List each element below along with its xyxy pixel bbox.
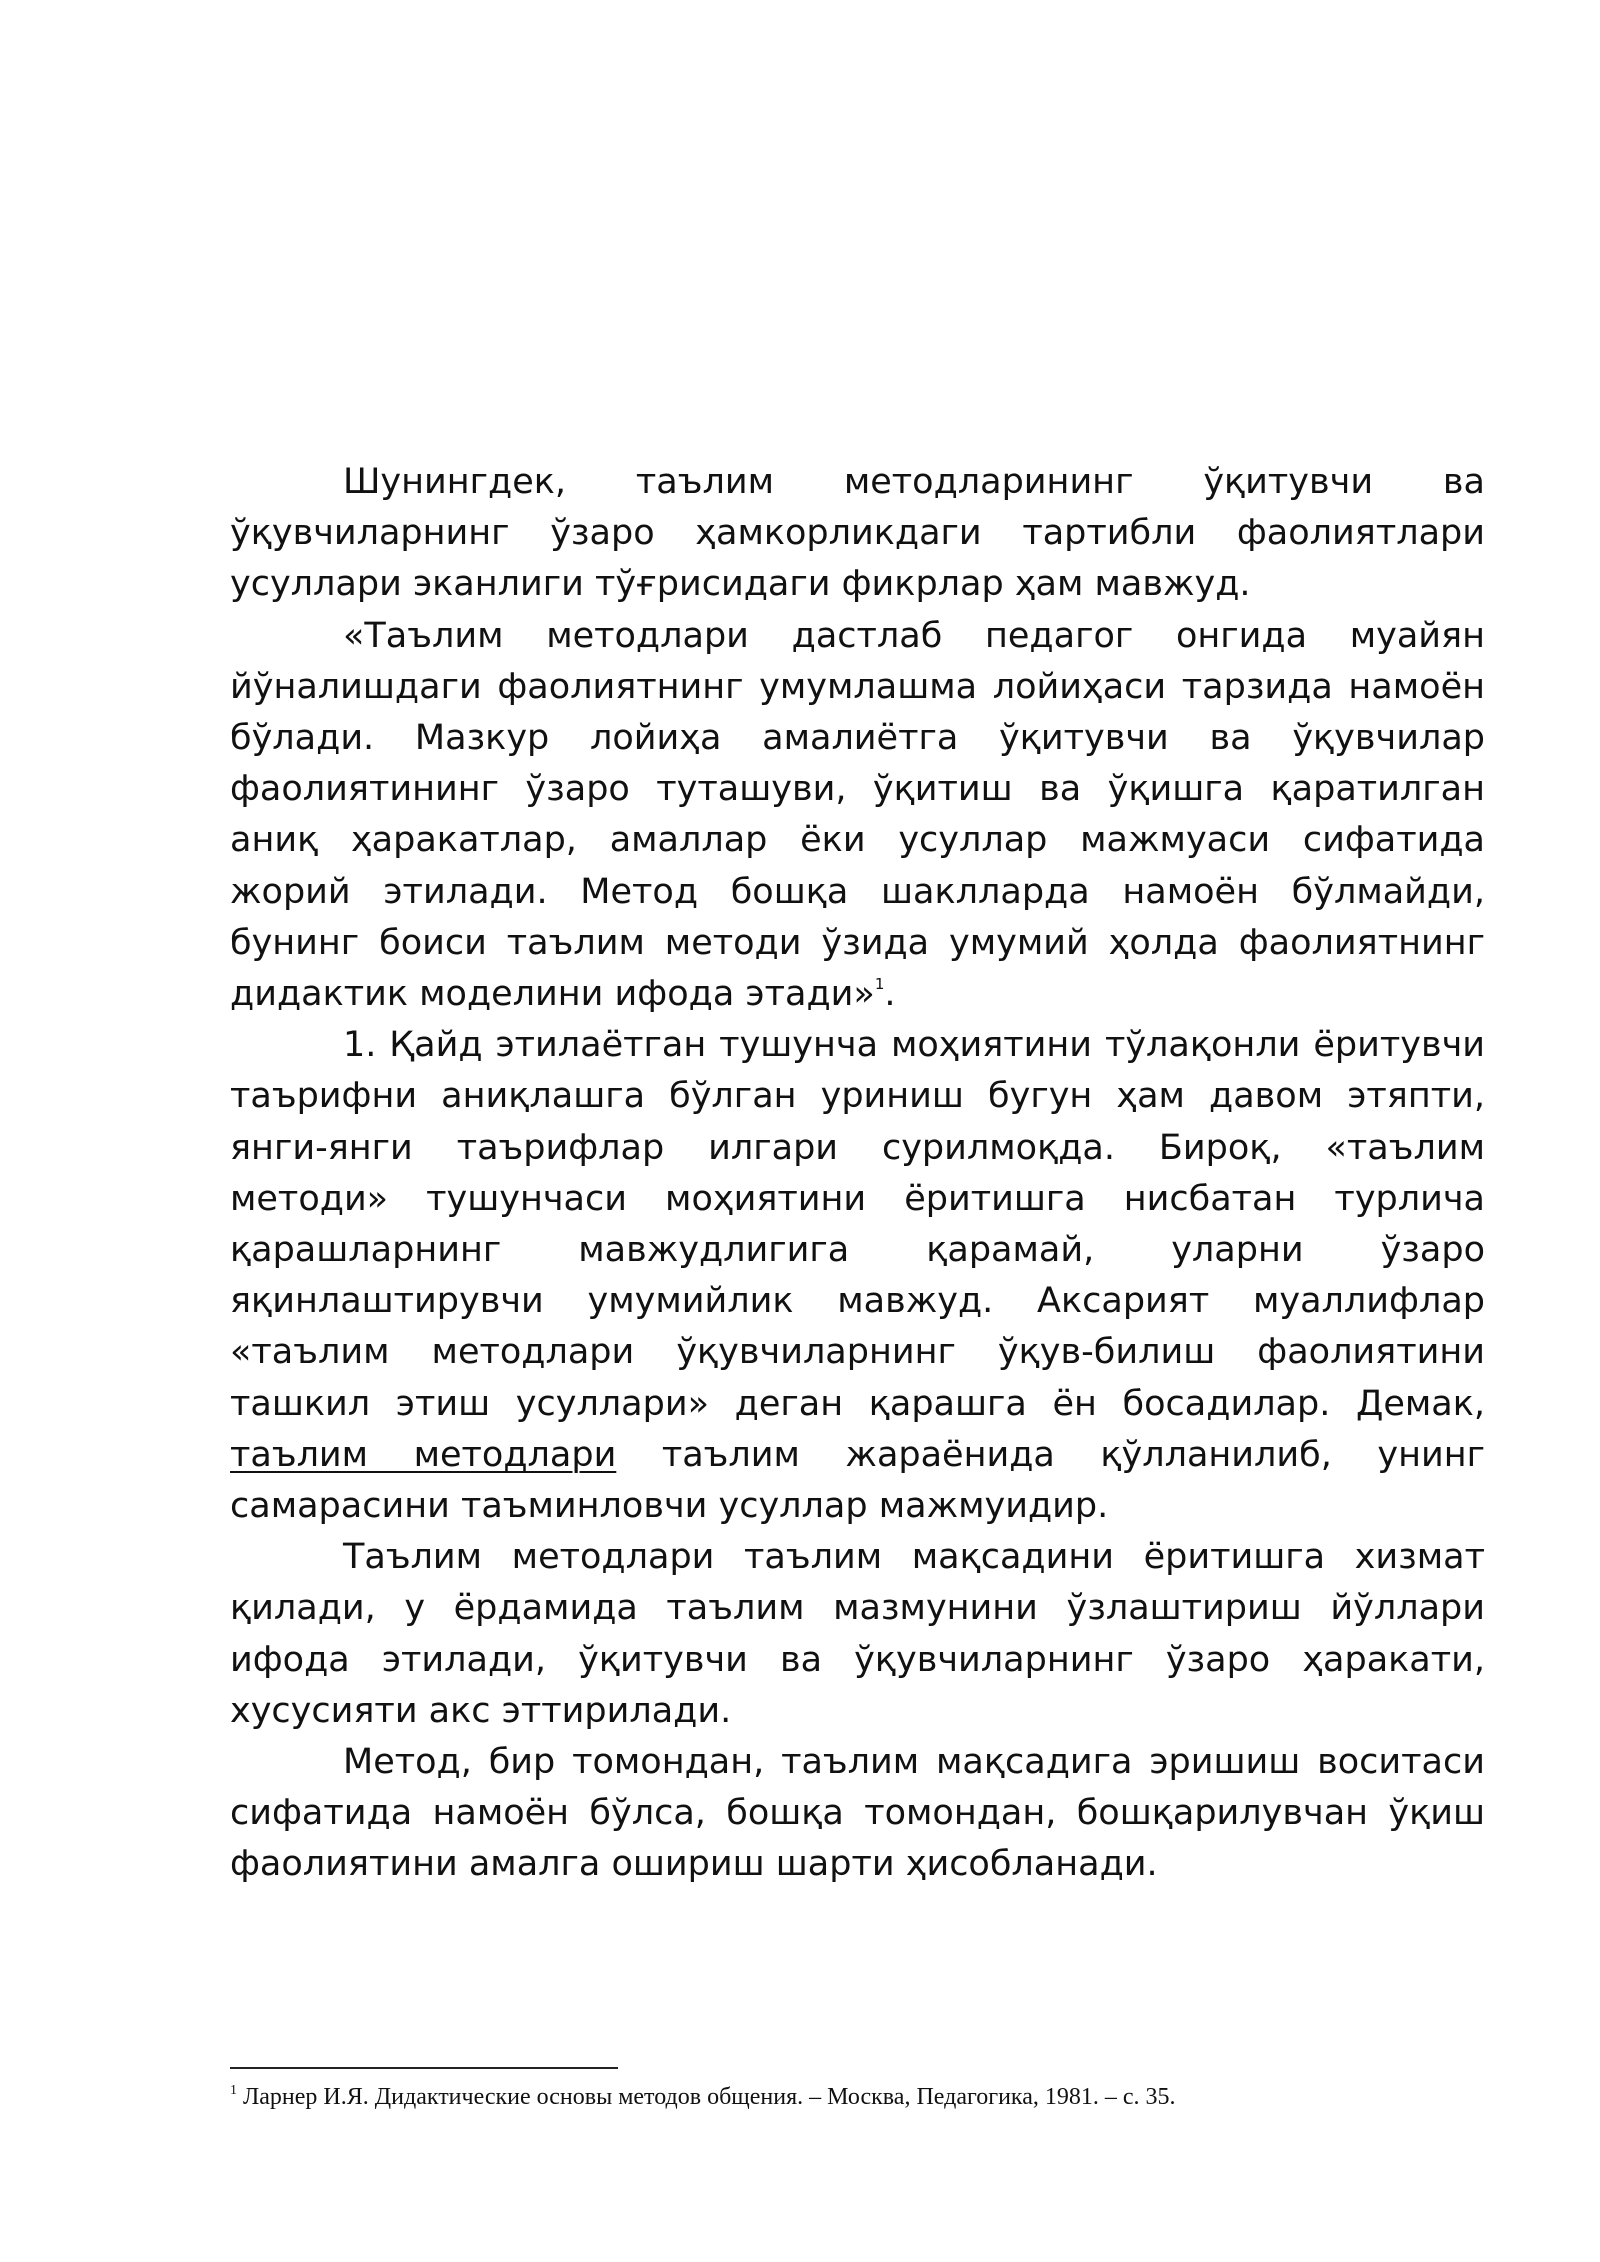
paragraph-5 <box>230 1737 1485 1891</box>
footnote <box>230 2082 1485 2112</box>
paragraph-2-end: . <box>884 974 896 1015</box>
body-text <box>230 457 1485 1891</box>
footnote-separator <box>230 2067 618 2069</box>
paragraph-3 <box>230 1020 1485 1532</box>
footnote-number: 1 <box>230 2083 237 2098</box>
paragraph-1-text: Шунингдек, таълим методларининг ўқитувчи ва ўқувчиларнинг ўзаро ҳамкорликдаги тартибли фаолиятлари усуллари эканлиги тўғрисидаги фикрлар ҳам мавжуд. <box>230 462 1485 605</box>
paragraph-3-end: таълим жараёнида қўлланилиб, унинг самарасини таъминловчи усуллар мажмуидир. <box>230 1434 1485 1527</box>
paragraph-2-quote <box>230 611 1485 1021</box>
paragraph-4-text: Таълим методлари таълим мақсадини ёритишга хизмат қилади, у ёрдамида таълим мазмунини ўзлаштириш йўллари ифода этилади, ўқитувчи ва ўқувчиларнинг ўзаро ҳаракати, хусусияти акс эттирилади. <box>230 1537 1485 1731</box>
paragraph-2-text: «Таълим методлари дастлаб педагог онгида муайян йўналишдаги фаолиятнинг умумлашма лойиҳаси тарзида намоён бўлади. Мазкур лойиҳа амалиётга ўқитувчи ва ўқувчилар фаолиятининг ўзаро туташуви, ўқитиш ва ўқишга қаратилган аниқ ҳаракатлар, амаллар ёки усуллар мажмуаси сифатида жорий этилади. Метод бошқа шаклларда намоён бўлмайди, бунинг боиси таълим методи ўзида умумий ҳолда фаолиятнинг дидактик моделини ифода этади» <box>230 615 1485 1015</box>
paragraph-3-start: 1. Қайд этилаётган тушунча моҳиятини тўлақонли ёритувчи таърифни аниқлашга бўлган уриниш бугун ҳам давом этяпти, янги-янги таърифлар илгари сурилмоқда. Бироқ, «таълим методи» тушунчаси моҳиятини ёритишга нисбатан турлича қарашларнинг мавжудлигига қарамай, уларни ўзаро яқинлаштирувчи умумийлик мавжуд. Аксарият муаллифлар «таълим методлари ўқувчиларнинг ўқув-билиш фаолиятини ташкил этиш усуллари» деган қарашга ён босадилар. Демак, <box>230 1025 1485 1424</box>
paragraph-1 <box>230 457 1485 611</box>
paragraph-4 <box>230 1532 1485 1737</box>
paragraph-5-text: Метод, бир томондан, таълим мақсадига эришиш воситаси сифатида намоён бўлса, бошқа томондан, бошқарилувчан ўқиш фаолиятини амалга ошириш шарти ҳисобланади. <box>230 1742 1485 1885</box>
footnote-text: Ларнер И.Я. Дидактические основы методов общения. – Москва, Педагогика, 1981. – с. 35. <box>237 2084 1176 2110</box>
underlined-term: таълим методлари <box>230 1434 617 1475</box>
footnote-reference[interactable]: 1 <box>874 975 885 994</box>
